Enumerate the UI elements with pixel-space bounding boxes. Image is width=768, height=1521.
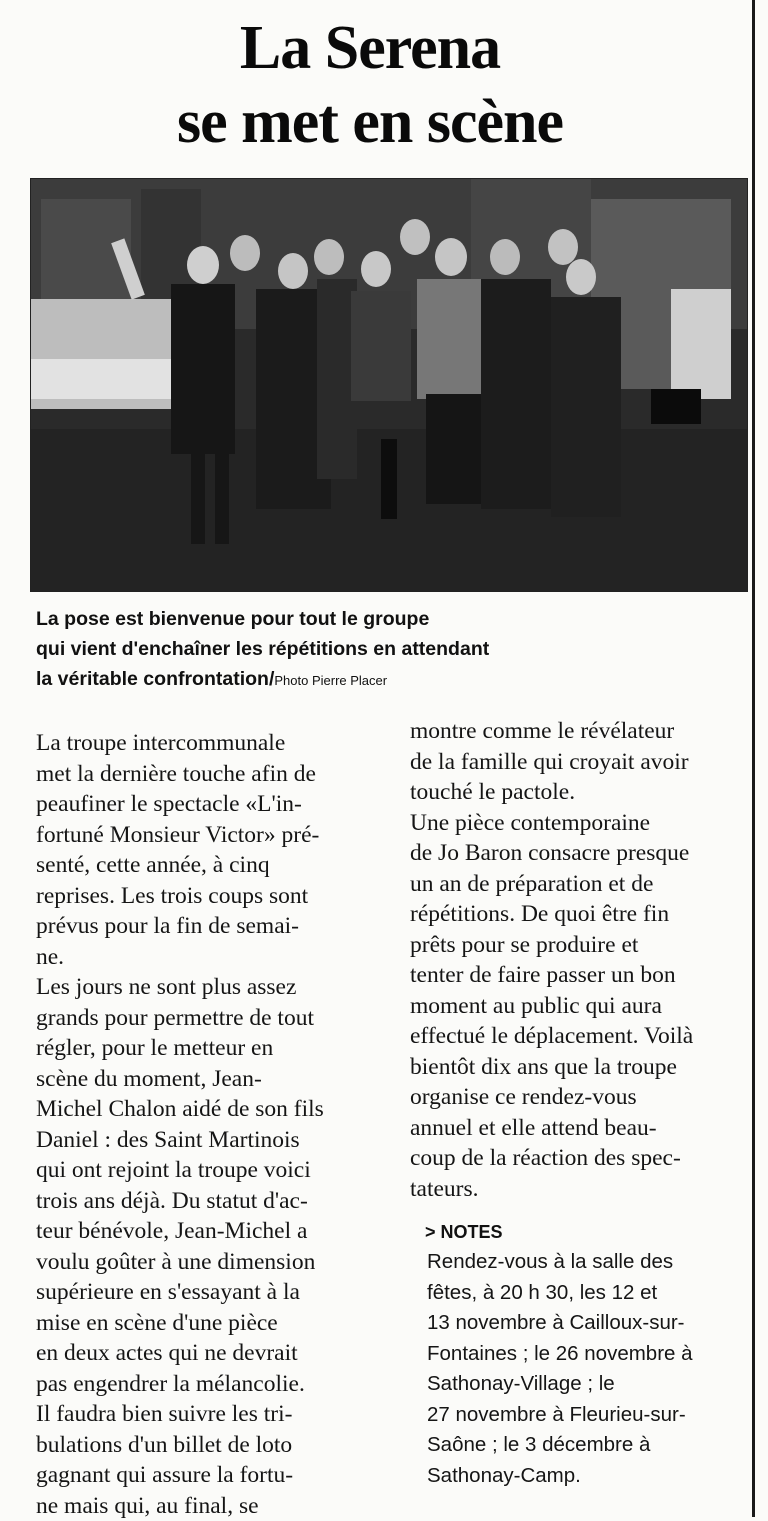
headline-line-1: La Serena <box>60 12 680 84</box>
text-line: organise ce rendez-vous <box>410 1082 755 1113</box>
text-line: fortuné Monsieur Victor» pré- <box>36 820 396 851</box>
text-line: peaufiner le spectacle «L'in- <box>36 789 396 820</box>
text-line: Une pièce contemporaine <box>410 808 755 839</box>
text-line: annuel et elle attend beau- <box>410 1113 755 1144</box>
headline-line-2: se met en scène <box>60 86 680 158</box>
notes-line: Fontaines ; le 26 novembre à <box>427 1339 747 1370</box>
text-line: Les jours ne sont plus assez <box>36 972 396 1003</box>
text-line: coup de la réaction des spec- <box>410 1143 755 1174</box>
text-line: répétitions. De quoi être fin <box>410 899 755 930</box>
caption-line-3-text: la véritable confrontation/ <box>36 668 274 690</box>
notes-heading: > NOTES <box>425 1220 503 1244</box>
text-line: trois ans déjà. Du statut d'ac- <box>36 1186 396 1217</box>
text-line: grands pour permettre de tout <box>36 1003 396 1034</box>
notes-line: Saône ; le 3 décembre à <box>427 1430 747 1461</box>
text-line: tateurs. <box>410 1174 755 1205</box>
text-line: teur bénévole, Jean-Michel a <box>36 1216 396 1247</box>
article-column-left <box>36 728 396 1521</box>
text-line: en deux actes qui ne devrait <box>36 1338 396 1369</box>
text-line: régler, pour le metteur en <box>36 1033 396 1064</box>
text-line: scène du moment, Jean- <box>36 1064 396 1095</box>
text-line: senté, cette année, à cinq <box>36 850 396 881</box>
text-line: met la dernière touche afin de <box>36 759 396 790</box>
text-line: pas engendrer la mélancolie. <box>36 1369 396 1400</box>
text-line: La troupe intercommunale <box>36 728 396 759</box>
text-line: tenter de faire passer un bon <box>410 960 755 991</box>
text-line: bientôt dix ans que la troupe <box>410 1052 755 1083</box>
text-line: supérieure en s'essayant à la <box>36 1277 396 1308</box>
text-line: un an de préparation et de <box>410 869 755 900</box>
group-photo <box>30 178 748 592</box>
article-column-right <box>410 716 755 1204</box>
notes-line: Rendez-vous à la salle des <box>427 1247 747 1278</box>
text-line: voulu goûter à une dimension <box>36 1247 396 1278</box>
text-line: de la famille qui croyait avoir <box>410 747 755 778</box>
notes-line: Sathonay-Village ; le <box>427 1369 747 1400</box>
text-line: Michel Chalon aidé de son fils <box>36 1094 396 1125</box>
text-line: Il faudra bien suivre les tri- <box>36 1399 396 1430</box>
caption-line-1: La pose est bienvenue pour tout le groupe <box>36 604 736 634</box>
notes-box <box>427 1247 747 1491</box>
text-line: Daniel : des Saint Martinois <box>36 1125 396 1156</box>
caption-line-3 <box>36 664 736 696</box>
group-photo-illustration <box>31 179 747 591</box>
text-line: effectué le déplacement. Voilà <box>410 1021 755 1052</box>
text-line: gagnant qui assure la fortu- <box>36 1460 396 1491</box>
text-line: ne. <box>36 942 396 973</box>
text-line: touché le pactole. <box>410 777 755 808</box>
text-line: bulations d'un billet de loto <box>36 1430 396 1461</box>
text-line: qui ont rejoint la troupe voici <box>36 1155 396 1186</box>
text-line: moment au public qui aura <box>410 991 755 1022</box>
notes-line: 27 novembre à Fleurieu-sur- <box>427 1400 747 1431</box>
notes-line: 13 novembre à Cailloux-sur- <box>427 1308 747 1339</box>
text-line: prêts pour se produire et <box>410 930 755 961</box>
notes-line: fêtes, à 20 h 30, les 12 et <box>427 1278 747 1309</box>
photo-caption <box>36 604 736 696</box>
text-line: prévus pour la fin de semai- <box>36 911 396 942</box>
text-line: montre comme le révélateur <box>410 716 755 747</box>
text-line: de Jo Baron consacre presque <box>410 838 755 869</box>
text-line: reprises. Les trois coups sont <box>36 881 396 912</box>
text-line: mise en scène d'une pièce <box>36 1308 396 1339</box>
notes-line: Sathonay-Camp. <box>427 1461 747 1492</box>
caption-line-2: qui vient d'enchaîner les répétitions en attendant <box>36 634 736 664</box>
photo-credit: Photo Pierre Placer <box>274 673 387 688</box>
text-line: ne mais qui, au final, se <box>36 1491 396 1521</box>
